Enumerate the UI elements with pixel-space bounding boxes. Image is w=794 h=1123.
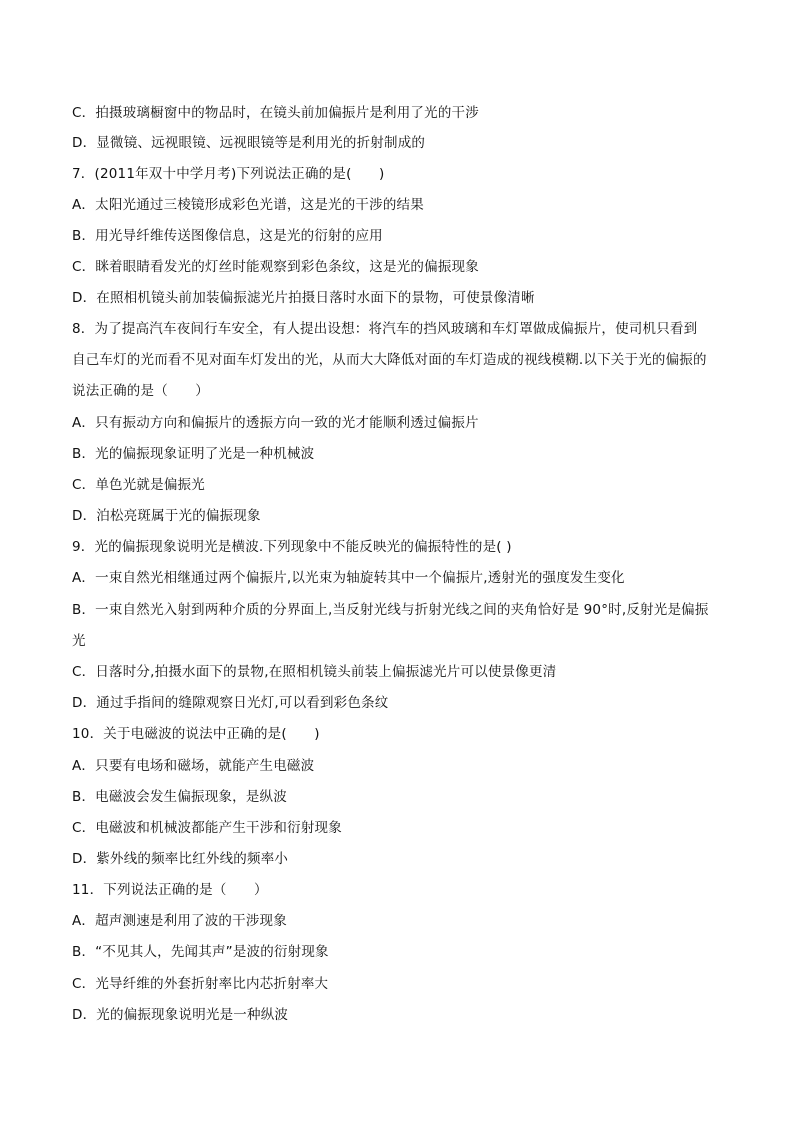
text-line: A．超声测速是利用了波的干涉现象 <box>72 913 287 929</box>
text-line: D．显微镜、远视眼镜、远视眼镜等是利用光的折射制成的 <box>72 135 426 151</box>
text-line: D．通过手指间的缝隙观察日光灯,可以看到彩色条纹 <box>72 695 389 711</box>
text-line: 光 <box>72 633 86 649</box>
text-line: C．光导纤维的外套折射率比内芯折射率大 <box>72 976 329 992</box>
text-line: B．“不见其人，先闻其声”是波的衍射现象 <box>72 944 329 960</box>
question-11-stem: 11．下列说法正确的是（ ） <box>72 882 268 898</box>
question-8-stem-cont: 说法正确的是（ ） <box>72 383 209 399</box>
question-8-stem-cont: 自己车灯的光而看不见对面车灯发出的光，从而大大降低对面的车灯造成的视线模糊.以下关于光的偏振的 <box>72 352 707 368</box>
text-line: A．一束自然光相继通过两个偏振片,以光束为轴旋转其中一个偏振片,透射光的强度发生变化 <box>72 570 625 586</box>
question-7-stem: 7．(2011年双十中学月考)下列说法正确的是( ) <box>72 166 385 182</box>
text-line: C．拍摄玻璃橱窗中的物品时，在镜头前加偏振片是利用了光的干涉 <box>72 105 479 121</box>
question-10-stem: 10．关于电磁波的说法中正确的是( ) <box>72 726 320 742</box>
text-line: D．光的偏振现象说明光是一种纵波 <box>72 1007 289 1023</box>
text-line: A．太阳光通过三棱镜形成彩色光谱，这是光的干涉的结果 <box>72 197 424 213</box>
text-line: D．在照相机镜头前加装偏振滤光片拍摄日落时水面下的景物，可使景像清晰 <box>72 290 535 306</box>
text-line: C．日落时分,拍摄水面下的景物,在照相机镜头前装上偏振滤光片可以使景像更清 <box>72 664 557 680</box>
text-line: C．眯着眼睛看发光的灯丝时能观察到彩色条纹，这是光的偏振现象 <box>72 259 479 275</box>
text-line: D．紫外线的频率比红外线的频率小 <box>72 851 289 867</box>
question-8-stem: 8．为了提高汽车夜间行车安全，有人提出设想：将汽车的挡风玻璃和车灯罩做成偏振片，使司机只看到 <box>72 321 698 337</box>
text-line: A．只要有电场和磁场，就能产生电磁波 <box>72 758 315 774</box>
text-line: B．用光导纤维传送图像信息，这是光的衍射的应用 <box>72 228 383 244</box>
text-line: B．电磁波会发生偏振现象，是纵波 <box>72 789 287 805</box>
text-line: C．电磁波和机械波都能产生干涉和衍射现象 <box>72 820 342 836</box>
text-line: B．光的偏振现象证明了光是一种机械波 <box>72 446 315 462</box>
text-line: A．只有振动方向和偏振片的透振方向一致的光才能顺利透过偏振片 <box>72 415 479 431</box>
text-line: B．一束自然光入射到两种介质的分界面上,当反射光线与折射光线之间的夹角恰好是 90°时,反射光是偏振 <box>72 602 709 618</box>
text-line: C．单色光就是偏振光 <box>72 477 205 493</box>
text-line: D．泊松亮斑属于光的偏振现象 <box>72 508 261 524</box>
question-9-stem: 9．光的偏振现象说明光是横波.下列现象中不能反映光的偏振特性的是( ) <box>72 539 512 555</box>
